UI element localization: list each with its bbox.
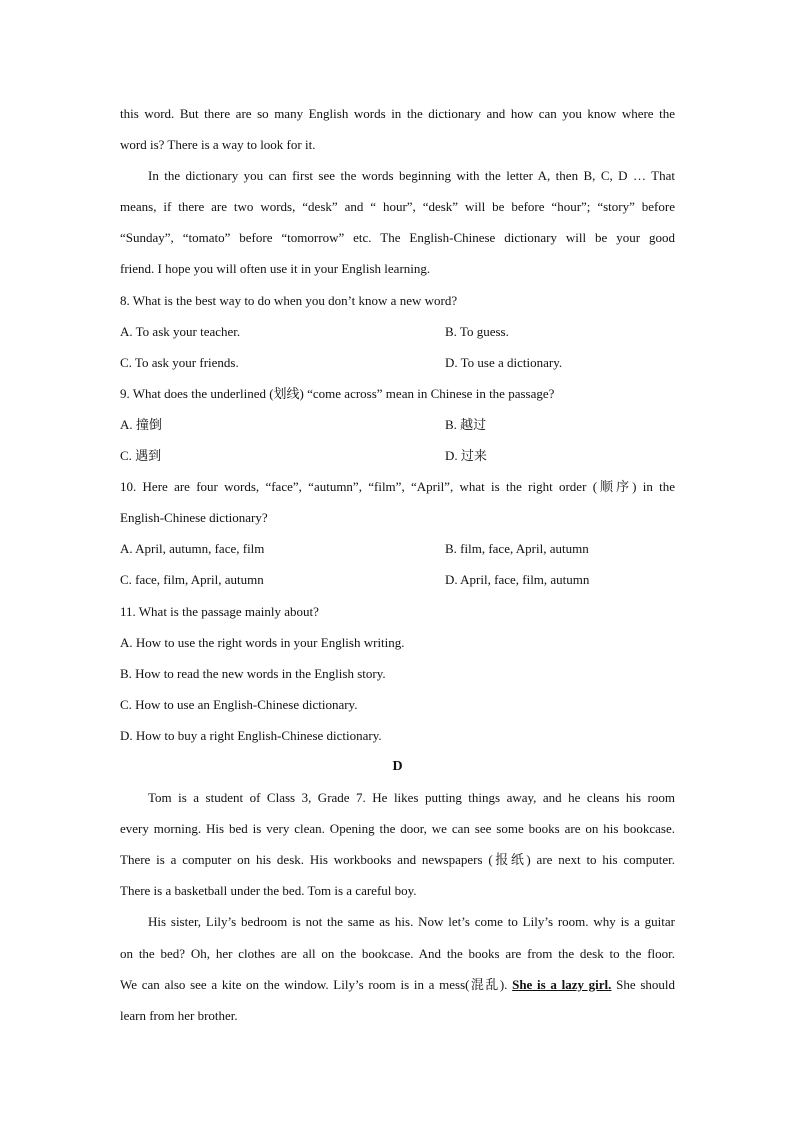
document-page	[120, 98, 675, 1031]
option-c: C. 遇到	[120, 448, 162, 464]
passage-text: We can also see a kite on the window. Lily’s room is in a mess(混乱).	[120, 976, 513, 992]
option-b: B. How to read the new words in the English story.	[120, 665, 386, 681]
section-heading: D	[392, 758, 403, 774]
option-c: C. How to use an English-Chinese dictionary.	[120, 696, 358, 712]
passage-line: In the dictionary you can first see the words beginning with the letter A, then B, C, D … That	[148, 168, 675, 184]
passage-line: There is a basketball under the bed. Tom is a careful boy.	[120, 883, 417, 899]
question-8-options-row	[120, 347, 675, 378]
option-a: A. April, autumn, face, film	[120, 541, 265, 557]
passage-line: Tom is a student of Class 3, Grade 7. He likes putting things away, and he cleans his room	[148, 790, 675, 806]
option-b: B. film, face, April, autumn	[445, 541, 589, 557]
passage-line: on the bed? Oh, her clothes are all on the bookcase. And the books are from the desk to the floor.	[120, 945, 675, 961]
option-c: C. face, film, April, autumn	[120, 572, 264, 588]
question-10-stem-continued: English-Chinese dictionary?	[120, 510, 268, 526]
question-9-stem: 9. What does the underlined (划线) “come across” mean in Chinese in the passage?	[120, 385, 555, 401]
passage-line: learn from her brother.	[120, 1007, 238, 1023]
option-d: D. April, face, film, autumn	[445, 572, 590, 588]
passage-line: every morning. His bed is very clean. Opening the door, we can see some books are on his bookcase.	[120, 821, 675, 837]
question-9-options-row	[120, 409, 675, 440]
question-11-stem: 11. What is the passage mainly about?	[120, 603, 319, 619]
question-9-options-row	[120, 440, 675, 471]
question-10-stem: 10. Here are four words, “face”, “autumn”, “film”, “April”, what is the right order (顺序) in the	[120, 479, 675, 495]
option-c: C. To ask your friends.	[120, 354, 239, 370]
passage-line: His sister, Lily’s bedroom is not the same as his. Now let’s come to Lily’s room. why is a guitar	[148, 914, 675, 930]
passage-line	[120, 969, 675, 1000]
option-a: A. How to use the right words in your English writing.	[120, 634, 405, 650]
passage-line: word is? There is a way to look for it.	[120, 137, 316, 153]
passage-line: this word. But there are so many English words in the dictionary and how can you know where the	[120, 106, 675, 121]
option-d: D. 过来	[445, 448, 487, 464]
option-b: B. 越过	[445, 416, 487, 432]
option-b: B. To guess.	[445, 323, 509, 339]
passage-line: There is a computer on his desk. His workbooks and newspapers (报纸) are next to his computer.	[120, 852, 675, 868]
emphasized-sentence: She is a lazy girl.	[512, 976, 612, 992]
question-8-stem: 8. What is the best way to do when you don’t know a new word?	[120, 292, 458, 308]
question-10-options-row	[120, 564, 675, 595]
option-a: A. 撞倒	[120, 416, 162, 432]
option-a: A. To ask your teacher.	[120, 323, 241, 339]
question-8-options-row	[120, 316, 675, 347]
passage-text: She should	[611, 976, 675, 992]
option-d: D. How to buy a right English-Chinese dictionary.	[120, 727, 382, 743]
option-d: D. To use a dictionary.	[445, 354, 563, 370]
passage-line: friend. I hope you will often use it in your English learning.	[120, 261, 431, 277]
passage-line: means, if there are two words, “desk” and “ hour”, “desk” will be before “hour”; “story” before	[120, 199, 675, 215]
passage-line: “Sunday”, “tomato” before “tomorrow” etc. The English-Chinese dictionary will be your good	[120, 230, 675, 246]
question-10-options-row	[120, 533, 675, 564]
